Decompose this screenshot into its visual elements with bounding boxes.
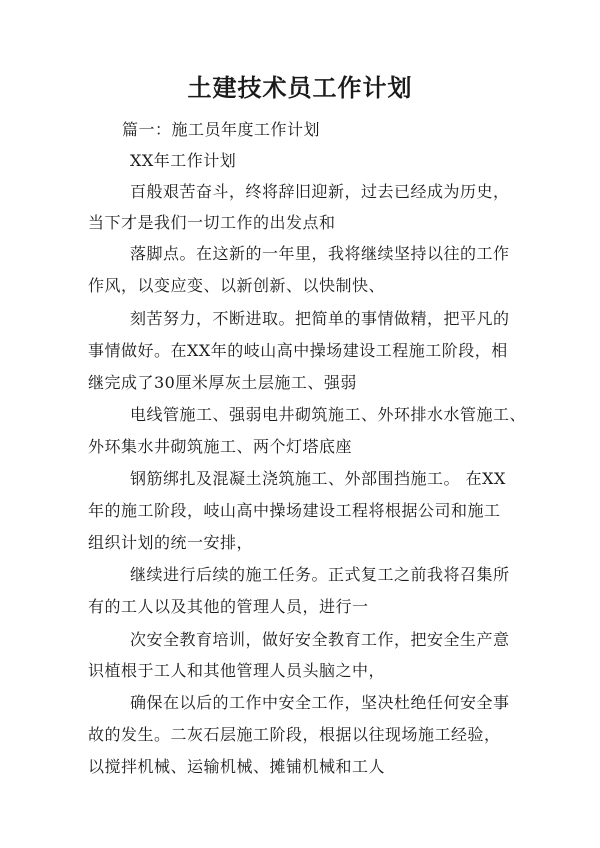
- text-line: 当下才是我们一切工作的出发点和: [88, 213, 336, 232]
- text-line: XX年工作计划: [130, 151, 237, 170]
- text-line: 确保在以后的工作中安全工作，坚决杜绝任何安全事: [130, 693, 510, 712]
- document-title: 土建技术员工作计划: [187, 73, 413, 102]
- text-line: 继续进行后续的施工任务。正式复工之前我将召集所: [130, 565, 510, 584]
- text-line: 年的施工阶段，岐山高中操场建设工程将根据公司和施工: [88, 501, 501, 520]
- text-line: 组织计划的统一安排，: [88, 533, 254, 552]
- text-line: 故的发生。二灰石层施工阶段，根据以往现场施工经验，: [88, 725, 501, 744]
- text-line: 作风，以变应变、以新创新、以快制快、: [88, 276, 386, 295]
- text-line: 百般艰苦奋斗，终将辞旧迎新，过去已经成为历史，: [130, 182, 510, 201]
- text-line: 外环集水井砌筑施工、两个灯塔底座: [88, 437, 353, 456]
- text-line: 刻苦努力，不断进取。把简单的事情做精，把平凡的: [130, 309, 510, 328]
- text-line: 事情做好。在XX年的岐山高中操场建设工程施工阶段，相: [88, 341, 508, 360]
- text-line: 篇一：施工员年度工作计划: [122, 120, 321, 139]
- text-line: 电线管施工、强弱电井砌筑施工、外环排水水管施工、: [130, 405, 527, 424]
- text-line: 识植根于工人和其他管理人员头脑之中，: [88, 661, 386, 680]
- text-line: 继完成了30厘米厚灰土层施工、强弱: [88, 373, 357, 392]
- text-line: 有的工人以及其他的管理人员，进行一: [88, 597, 369, 616]
- text-line: 以搅拌机械、运输机械、摊铺机械和工人: [88, 757, 386, 776]
- text-line: 落脚点。在这新的一年里，我将继续坚持以往的工作: [130, 244, 510, 263]
- text-line: 次安全教育培训，做好安全教育工作，把安全生产意: [130, 630, 510, 649]
- text-line: 钢筋绑扎及混凝土浇筑施工、外部围挡施工。 在XX: [130, 469, 506, 488]
